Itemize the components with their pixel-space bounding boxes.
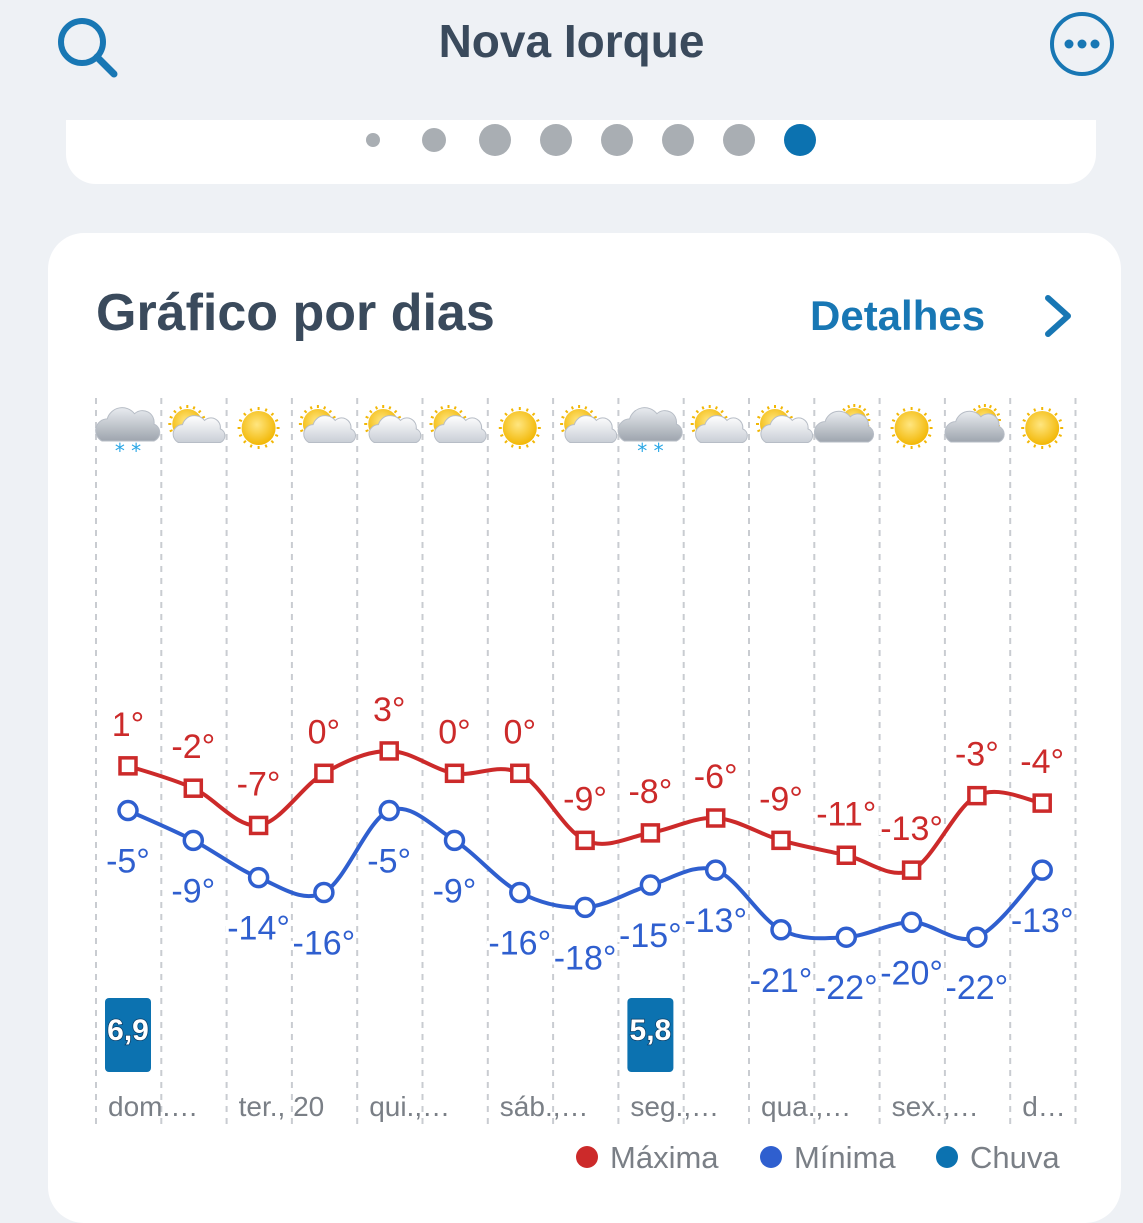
- sun-ray: [251, 409, 252, 412]
- sun-ray: [904, 445, 905, 448]
- sun-ray: [585, 406, 586, 409]
- sun-ray: [251, 445, 252, 448]
- sun-ray: [300, 430, 303, 431]
- sun-ray: [441, 406, 442, 409]
- sun-cloud-icon: [756, 405, 813, 443]
- sun-ray: [395, 411, 397, 413]
- sun-ray: [275, 435, 278, 436]
- cloud-sun-icon: [814, 404, 873, 442]
- sun-ray: [1027, 441, 1029, 443]
- sun-ray: [566, 411, 568, 413]
- sun-ray: [431, 417, 434, 418]
- sun-ray: [275, 420, 278, 421]
- min-point: [707, 861, 725, 879]
- day-label: qua.,…: [761, 1091, 852, 1122]
- sun-ray: [300, 417, 303, 418]
- sun-ray: [265, 445, 266, 448]
- legend-rain-label: Chuva: [970, 1140, 1060, 1175]
- min-point: [968, 928, 986, 946]
- max-point: [1034, 795, 1050, 811]
- sun-ray: [1049, 445, 1050, 448]
- sun-ray: [757, 417, 760, 418]
- sun-ray: [533, 441, 535, 443]
- min-label: -18°: [553, 939, 617, 978]
- sun-ray: [768, 406, 769, 409]
- min-point: [511, 884, 529, 902]
- cloud-shape: [618, 408, 682, 441]
- max-label: -9°: [563, 780, 608, 819]
- sun-cloud-icon: [430, 405, 487, 443]
- sun-ray: [1055, 441, 1057, 443]
- legend-item-rain: [936, 1140, 1060, 1175]
- sun-ray: [536, 435, 539, 436]
- sun-ray: [892, 435, 895, 436]
- sun-ray: [1055, 413, 1057, 415]
- max-label: 0°: [307, 713, 341, 752]
- sun-ray: [500, 435, 503, 436]
- sun-ray: [239, 435, 242, 436]
- sun-ray: [271, 413, 273, 415]
- legend-item-max: [576, 1140, 719, 1175]
- sun-ray: [311, 406, 312, 409]
- day-label: dom.…: [108, 1091, 199, 1122]
- max-point: [512, 765, 528, 781]
- min-label: -9°: [171, 872, 216, 911]
- sun-ray: [918, 445, 919, 448]
- sun-ray: [1023, 435, 1026, 436]
- min-label: -13°: [684, 902, 748, 941]
- day-label: d…: [1022, 1091, 1066, 1122]
- sun-ray: [974, 409, 976, 411]
- sun-ray: [928, 435, 931, 436]
- sun-ray: [366, 430, 369, 431]
- sun-ray: [460, 411, 462, 413]
- sun-ray: [435, 411, 437, 413]
- min-point: [903, 913, 921, 931]
- sun-ray: [924, 413, 926, 415]
- rain-value-label: 6,9: [107, 1014, 149, 1047]
- snow-cloud-icon: [96, 408, 160, 463]
- rain-value-label: 5,8: [629, 1014, 672, 1047]
- sun-ray: [892, 420, 895, 421]
- max-label: 3°: [372, 690, 406, 729]
- min-point: [837, 928, 855, 946]
- sun-cloud-icon: [168, 405, 225, 443]
- legend-item-min: [760, 1140, 896, 1175]
- sun-ray: [329, 411, 331, 413]
- min-label: -21°: [749, 961, 813, 1000]
- sun-disc: [242, 411, 276, 445]
- day-label: sáb.,…: [499, 1091, 589, 1122]
- max-label: -11°: [816, 795, 877, 834]
- sun-ray: [572, 406, 573, 409]
- max-label: -6°: [693, 758, 738, 796]
- chart-legend: [576, 1140, 719, 1180]
- sun-ray: [848, 405, 849, 408]
- max-point: [577, 832, 593, 848]
- min-label: -5°: [106, 842, 150, 881]
- sun-disc: [503, 411, 537, 445]
- min-label: -9°: [432, 872, 477, 911]
- sun-ray: [994, 409, 996, 411]
- min-label: -13°: [1010, 902, 1074, 941]
- sun-ray: [193, 406, 194, 409]
- sun-ray: [512, 409, 513, 412]
- max-point: [185, 780, 201, 796]
- sun-ray: [376, 406, 377, 409]
- sun-ray: [702, 406, 703, 409]
- sun-ray: [757, 430, 760, 431]
- max-label: 1°: [111, 705, 145, 744]
- max-label: -7°: [236, 765, 281, 804]
- sun-ray: [692, 430, 695, 431]
- max-point: [904, 862, 920, 878]
- max-point: [773, 832, 789, 848]
- min-point: [641, 876, 659, 894]
- sun-ray: [924, 441, 926, 443]
- min-point: [446, 831, 464, 849]
- sun-ray: [918, 409, 919, 412]
- max-label: -3°: [954, 735, 999, 774]
- max-label: 0°: [438, 713, 471, 752]
- sun-ray: [716, 406, 717, 409]
- legend-min-label: Mínima: [794, 1140, 896, 1175]
- min-label: -22°: [814, 969, 878, 1008]
- sun-ray: [1034, 445, 1035, 448]
- sun-ray: [366, 417, 369, 418]
- sun-ray: [1049, 409, 1050, 412]
- min-label: -16°: [488, 924, 552, 963]
- max-point: [316, 765, 332, 781]
- snowflake-glyphs: * *: [637, 439, 664, 463]
- sun-ray: [304, 411, 306, 413]
- sun-ray: [692, 417, 695, 418]
- sun-ray: [786, 411, 788, 413]
- sun-ray: [897, 413, 899, 415]
- sun-ray: [389, 406, 390, 409]
- sun-ray: [199, 411, 201, 413]
- sun-ray: [533, 413, 535, 415]
- sun-ray: [370, 411, 372, 413]
- sun-ray: [897, 441, 899, 443]
- legend-max-label: Máxima: [610, 1140, 719, 1175]
- snowflake-glyphs: * *: [114, 439, 142, 463]
- card-title: Gráfico por dias: [96, 284, 495, 342]
- min-label: -20°: [880, 954, 943, 993]
- sun-ray: [863, 409, 865, 411]
- sun-cloud-icon: [560, 405, 617, 443]
- sun-ray: [866, 414, 869, 415]
- sun-icon: [891, 407, 933, 449]
- max-label: 0°: [503, 713, 537, 752]
- sun-ray: [505, 413, 507, 415]
- sun-ray: [170, 417, 173, 418]
- day-label: sex.,…: [891, 1091, 979, 1122]
- min-label: -22°: [945, 969, 1009, 1008]
- sun-ray: [696, 411, 698, 413]
- min-label: -14°: [227, 909, 290, 948]
- min-point: [380, 802, 398, 820]
- chart-legend-rain: [936, 1140, 1060, 1180]
- chart-legend-min: [760, 1140, 896, 1180]
- min-point: [1033, 861, 1051, 879]
- sun-ray: [512, 445, 513, 448]
- sun-ray: [1023, 420, 1026, 421]
- sun-ray: [590, 411, 592, 413]
- min-point: [250, 869, 268, 887]
- max-point: [447, 765, 463, 781]
- max-label: -9°: [759, 780, 803, 819]
- sun-ray: [170, 430, 173, 431]
- sun-ray: [1027, 413, 1029, 415]
- day-label: qui.,…: [369, 1091, 451, 1122]
- sun-ray: [762, 411, 764, 413]
- max-label: -2°: [171, 728, 216, 767]
- cloud-shape: [96, 408, 160, 441]
- sun-ray: [562, 417, 565, 418]
- sun-ray: [979, 405, 980, 408]
- sun-ray: [455, 406, 456, 409]
- sun-ray: [265, 409, 266, 412]
- sun-ray: [721, 411, 723, 413]
- sun-ray: [1059, 435, 1062, 436]
- max-point: [642, 825, 658, 841]
- sun-ray: [500, 420, 503, 421]
- sun-ray: [997, 414, 1000, 415]
- sun-icon: [1021, 407, 1063, 449]
- cloud-sun-icon: [945, 404, 1004, 442]
- sun-ray: [781, 406, 782, 409]
- sun-ray: [1059, 420, 1062, 421]
- city-title: Nova Iorque: [438, 15, 705, 67]
- min-point: [772, 921, 790, 939]
- min-label: -5°: [367, 842, 412, 881]
- day-label: ter., 20: [238, 1091, 325, 1122]
- sun-ray: [174, 411, 176, 413]
- sun-icon: [238, 407, 280, 449]
- min-point: [119, 802, 137, 820]
- sun-ray: [180, 406, 181, 409]
- sun-ray: [904, 409, 905, 412]
- sun-ray: [244, 441, 246, 443]
- min-point: [184, 831, 202, 849]
- max-label: -4°: [1020, 743, 1065, 782]
- max-point: [251, 817, 267, 833]
- sun-ray: [239, 420, 242, 421]
- sun-ray: [990, 405, 991, 408]
- sun-ray: [527, 445, 528, 448]
- sun-cloud-icon: [299, 405, 356, 443]
- sun-ray: [536, 420, 539, 421]
- sun-ray: [431, 430, 434, 431]
- min-point: [576, 898, 594, 916]
- sun-ray: [562, 430, 565, 431]
- max-label: -8°: [628, 772, 673, 811]
- sun-cloud-icon: [364, 405, 421, 443]
- max-point: [838, 847, 854, 863]
- sun-ray: [928, 420, 931, 421]
- sun-ray: [527, 409, 528, 412]
- sun-ray: [1034, 409, 1035, 412]
- max-point: [381, 743, 397, 759]
- sun-ray: [505, 441, 507, 443]
- sun-ray: [244, 413, 246, 415]
- max-label: -13°: [880, 810, 943, 849]
- sun-disc: [1025, 411, 1059, 445]
- details-link[interactable]: Detalhes: [810, 292, 986, 339]
- sun-disc: [895, 411, 929, 445]
- sun-ray: [324, 406, 325, 409]
- sun-ray: [271, 441, 273, 443]
- sun-ray: [843, 409, 845, 411]
- min-label: -16°: [292, 924, 356, 963]
- snow-cloud-icon: [618, 408, 682, 463]
- min-label: -15°: [619, 917, 682, 956]
- max-point: [120, 758, 136, 774]
- max-point: [708, 810, 724, 826]
- min-point: [315, 884, 333, 902]
- max-point: [969, 788, 985, 804]
- sun-icon: [499, 407, 541, 449]
- sun-ray: [859, 405, 860, 408]
- sun-cloud-icon: [691, 405, 748, 443]
- day-label: seg.,…: [630, 1091, 720, 1122]
